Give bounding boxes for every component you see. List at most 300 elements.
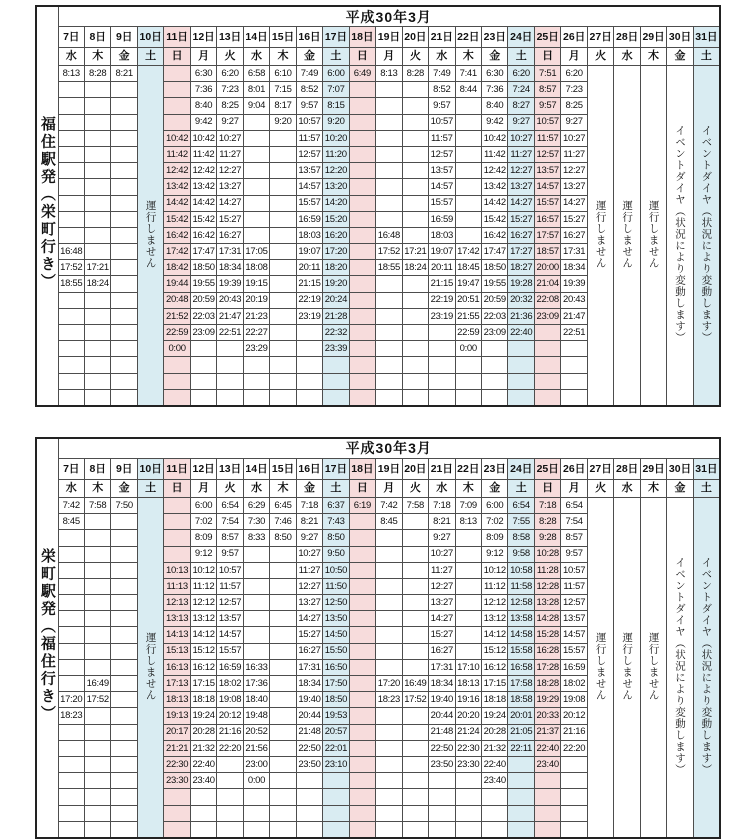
time-cell: 7:18	[429, 497, 455, 513]
weekday-header: 木	[455, 48, 481, 66]
empty-cell	[84, 130, 110, 146]
empty-cell	[58, 659, 84, 675]
time-cell: 18:24	[84, 276, 110, 292]
empty-cell	[508, 756, 534, 772]
empty-cell	[164, 497, 190, 513]
time-cell: 8:52	[296, 82, 322, 98]
time-cell: 13:58	[508, 611, 534, 627]
time-cell: 17:31	[429, 659, 455, 675]
time-cell: 12:27	[296, 578, 322, 594]
time-cell: 15:57	[561, 643, 587, 659]
empty-cell	[482, 389, 508, 406]
time-cell: 7:41	[455, 66, 481, 82]
time-cell: 16:12	[190, 659, 216, 675]
time-cell: 7:15	[270, 82, 296, 98]
empty-cell	[376, 292, 402, 308]
time-cell: 16:58	[508, 659, 534, 675]
time-cell: 21:23	[243, 308, 269, 324]
empty-cell	[243, 211, 269, 227]
note-text: イベントダイヤ（状況により変動します）	[700, 124, 713, 344]
time-cell: 19:40	[296, 692, 322, 708]
time-cell: 9:57	[296, 98, 322, 114]
time-cell: 17:27	[508, 244, 534, 260]
time-cell: 6:37	[323, 497, 349, 513]
date-header: 29日	[640, 458, 666, 479]
empty-cell	[455, 227, 481, 243]
empty-cell	[164, 821, 190, 838]
date-header: 17日	[323, 458, 349, 479]
empty-cell	[429, 389, 455, 406]
empty-cell	[243, 562, 269, 578]
empty-cell	[402, 163, 428, 179]
empty-cell	[164, 530, 190, 546]
note-cell-no_service	[640, 497, 666, 837]
time-cell: 21:55	[455, 308, 481, 324]
empty-cell	[296, 805, 322, 821]
empty-cell	[455, 114, 481, 130]
time-cell: 13:13	[164, 611, 190, 627]
empty-cell	[349, 546, 375, 562]
weekday-header: 水	[58, 479, 84, 497]
time-cell: 23:29	[243, 341, 269, 357]
time-cell: 17:05	[243, 244, 269, 260]
time-cell: 7:49	[429, 66, 455, 82]
empty-cell	[455, 146, 481, 162]
weekday-header: 日	[349, 48, 375, 66]
time-cell: 18:50	[190, 260, 216, 276]
empty-cell	[111, 146, 137, 162]
time-cell: 13:50	[323, 611, 349, 627]
empty-cell	[270, 546, 296, 562]
empty-cell	[402, 643, 428, 659]
empty-cell	[217, 789, 243, 805]
empty-cell	[349, 227, 375, 243]
time-cell: 13:27	[296, 595, 322, 611]
date-header: 26日	[561, 27, 587, 48]
empty-cell	[534, 389, 560, 406]
empty-cell	[217, 821, 243, 838]
time-cell: 21:36	[508, 308, 534, 324]
empty-cell	[534, 805, 560, 821]
empty-cell	[455, 578, 481, 594]
time-cell: 15:57	[217, 643, 243, 659]
time-cell: 14:42	[190, 195, 216, 211]
time-cell: 23:40	[190, 773, 216, 789]
time-cell: 10:28	[534, 546, 560, 562]
empty-cell	[190, 821, 216, 838]
time-cell: 8:25	[217, 98, 243, 114]
empty-cell	[429, 789, 455, 805]
empty-cell	[376, 373, 402, 389]
empty-cell	[84, 805, 110, 821]
time-cell: 22:20	[217, 740, 243, 756]
time-cell: 12:57	[561, 595, 587, 611]
empty-cell	[349, 146, 375, 162]
weekday-header: 日	[534, 479, 560, 497]
time-cell: 8:09	[190, 530, 216, 546]
empty-cell	[84, 611, 110, 627]
time-cell: 15:57	[296, 195, 322, 211]
time-cell: 17:52	[402, 692, 428, 708]
time-cell: 16:49	[402, 676, 428, 692]
weekday-header: 木	[640, 48, 666, 66]
time-cell: 12:42	[482, 163, 508, 179]
time-cell: 22:40	[482, 756, 508, 772]
time-cell: 16:27	[296, 643, 322, 659]
time-cell: 11:27	[217, 146, 243, 162]
empty-cell	[111, 562, 137, 578]
empty-cell	[243, 389, 269, 406]
time-cell: 18:23	[376, 692, 402, 708]
empty-cell	[270, 821, 296, 838]
time-cell: 6:00	[190, 497, 216, 513]
empty-cell	[111, 325, 137, 341]
empty-cell	[376, 130, 402, 146]
time-cell: 18:13	[455, 676, 481, 692]
time-cell: 22:30	[455, 740, 481, 756]
time-cell: 23:40	[482, 773, 508, 789]
time-cell: 18:02	[217, 676, 243, 692]
time-cell: 8:57	[561, 530, 587, 546]
empty-cell	[429, 373, 455, 389]
time-cell: 12:13	[164, 595, 190, 611]
time-cell: 12:57	[217, 595, 243, 611]
time-cell: 19:15	[243, 276, 269, 292]
time-cell: 19:47	[455, 276, 481, 292]
empty-cell	[561, 357, 587, 373]
empty-cell	[243, 373, 269, 389]
time-cell: 9:27	[429, 530, 455, 546]
time-cell: 18:57	[534, 244, 560, 260]
empty-cell	[58, 724, 84, 740]
empty-cell	[84, 708, 110, 724]
time-cell: 16:59	[217, 659, 243, 675]
empty-cell	[376, 611, 402, 627]
empty-cell	[58, 179, 84, 195]
timetable-sakaemachi-departures	[35, 437, 721, 839]
time-cell: 16:49	[84, 676, 110, 692]
time-cell: 16:27	[217, 227, 243, 243]
date-header: 11日	[164, 458, 190, 479]
time-cell: 6:20	[508, 66, 534, 82]
empty-cell	[376, 595, 402, 611]
empty-cell	[376, 179, 402, 195]
empty-cell	[534, 357, 560, 373]
time-cell: 8:57	[217, 530, 243, 546]
time-cell: 15:27	[561, 211, 587, 227]
time-cell: 14:27	[508, 195, 534, 211]
empty-cell	[111, 114, 137, 130]
time-cell: 0:00	[243, 773, 269, 789]
time-cell: 13:28	[534, 595, 560, 611]
time-cell: 19:24	[482, 708, 508, 724]
empty-cell	[402, 546, 428, 562]
time-cell: 18:34	[296, 676, 322, 692]
date-header: 14日	[243, 27, 269, 48]
empty-cell	[58, 373, 84, 389]
weekday-header: 月	[376, 48, 402, 66]
empty-cell	[402, 114, 428, 130]
empty-cell	[84, 773, 110, 789]
empty-cell	[270, 146, 296, 162]
weekday-header: 木	[84, 48, 110, 66]
empty-cell	[270, 578, 296, 594]
empty-cell	[402, 325, 428, 341]
empty-cell	[508, 773, 534, 789]
empty-cell	[243, 130, 269, 146]
empty-cell	[58, 163, 84, 179]
date-header: 28日	[614, 27, 640, 48]
empty-cell	[270, 562, 296, 578]
empty-cell	[429, 325, 455, 341]
time-cell: 8:13	[58, 66, 84, 82]
date-header: 25日	[534, 27, 560, 48]
time-cell: 10:27	[429, 546, 455, 562]
time-cell: 8:27	[508, 98, 534, 114]
time-cell: 11:57	[217, 578, 243, 594]
time-cell: 6:20	[561, 66, 587, 82]
time-cell: 11:50	[323, 578, 349, 594]
time-cell: 20:33	[534, 708, 560, 724]
station-label-text: 福住駅発（栄町行き）	[38, 116, 56, 292]
time-cell: 16:12	[482, 659, 508, 675]
month-title: 平成30年3月	[58, 6, 720, 27]
weekday-header: 火	[587, 48, 613, 66]
time-cell: 8:15	[323, 98, 349, 114]
time-cell: 17:21	[84, 260, 110, 276]
note-cell-no_service	[587, 497, 613, 837]
date-header: 11日	[164, 27, 190, 48]
empty-cell	[376, 789, 402, 805]
empty-cell	[349, 130, 375, 146]
empty-cell	[111, 773, 137, 789]
note-text: 運行しません	[144, 631, 157, 701]
time-cell: 19:28	[508, 276, 534, 292]
time-cell: 14:13	[164, 627, 190, 643]
time-cell: 17:36	[243, 676, 269, 692]
time-cell: 20:17	[164, 724, 190, 740]
weekday-header: 土	[508, 479, 534, 497]
empty-cell	[349, 773, 375, 789]
empty-cell	[84, 98, 110, 114]
date-header: 8日	[84, 27, 110, 48]
empty-cell	[349, 163, 375, 179]
time-cell: 15:50	[323, 643, 349, 659]
time-cell: 10:42	[164, 130, 190, 146]
empty-cell	[349, 578, 375, 594]
time-cell: 13:42	[190, 179, 216, 195]
weekday-header: 木	[640, 479, 666, 497]
time-cell: 6:49	[349, 66, 375, 82]
date-header: 16日	[296, 27, 322, 48]
time-cell: 22:51	[561, 325, 587, 341]
time-cell: 19:29	[534, 692, 560, 708]
time-cell: 11:27	[296, 562, 322, 578]
time-cell: 7:49	[296, 66, 322, 82]
empty-cell	[111, 195, 137, 211]
time-cell: 7:54	[561, 514, 587, 530]
time-cell: 8:40	[190, 98, 216, 114]
empty-cell	[349, 789, 375, 805]
empty-cell	[376, 114, 402, 130]
time-cell: 10:13	[164, 562, 190, 578]
empty-cell	[455, 789, 481, 805]
empty-cell	[164, 373, 190, 389]
time-cell: 18:24	[402, 260, 428, 276]
empty-cell	[376, 740, 402, 756]
time-cell: 12:27	[217, 163, 243, 179]
empty-cell	[508, 821, 534, 838]
empty-cell	[349, 195, 375, 211]
time-cell: 11:57	[534, 130, 560, 146]
empty-cell	[190, 389, 216, 406]
date-header: 17日	[323, 27, 349, 48]
time-cell: 21:28	[323, 308, 349, 324]
time-cell: 8:57	[534, 82, 560, 98]
time-cell: 16:50	[323, 659, 349, 675]
empty-cell	[111, 789, 137, 805]
date-header: 18日	[349, 458, 375, 479]
empty-cell	[376, 708, 402, 724]
time-cell: 18:34	[429, 676, 455, 692]
time-cell: 21:15	[296, 276, 322, 292]
time-cell: 15:12	[190, 643, 216, 659]
time-cell: 20:43	[561, 292, 587, 308]
empty-cell	[190, 373, 216, 389]
time-cell: 12:42	[190, 163, 216, 179]
date-header: 22日	[455, 27, 481, 48]
time-cell: 15:27	[508, 211, 534, 227]
time-cell: 13:57	[429, 163, 455, 179]
empty-cell	[270, 643, 296, 659]
empty-cell	[84, 821, 110, 838]
time-cell: 19:08	[217, 692, 243, 708]
empty-cell	[402, 227, 428, 243]
empty-cell	[323, 821, 349, 838]
time-cell: 7:30	[243, 514, 269, 530]
date-header: 28日	[614, 458, 640, 479]
note-text: 運行しません	[647, 199, 660, 269]
empty-cell	[58, 756, 84, 772]
time-cell: 8:13	[455, 514, 481, 530]
empty-cell	[58, 546, 84, 562]
weekday-header: 日	[164, 479, 190, 497]
time-cell: 21:15	[429, 276, 455, 292]
time-cell: 18:02	[561, 676, 587, 692]
time-cell: 17:21	[402, 244, 428, 260]
time-cell: 0:00	[455, 341, 481, 357]
time-cell: 9:42	[190, 114, 216, 130]
time-cell: 6:30	[190, 66, 216, 82]
empty-cell	[561, 821, 587, 838]
empty-cell	[58, 211, 84, 227]
time-cell: 12:57	[296, 146, 322, 162]
timetable-row	[36, 497, 720, 513]
empty-cell	[296, 341, 322, 357]
time-cell: 11:13	[164, 578, 190, 594]
empty-cell	[349, 357, 375, 373]
time-cell: 15:42	[164, 211, 190, 227]
date-header: 12日	[190, 27, 216, 48]
empty-cell	[58, 740, 84, 756]
empty-cell	[402, 805, 428, 821]
empty-cell	[111, 308, 137, 324]
empty-cell	[323, 357, 349, 373]
time-cell: 20:52	[243, 724, 269, 740]
empty-cell	[376, 195, 402, 211]
time-cell: 22:59	[455, 325, 481, 341]
empty-cell	[84, 146, 110, 162]
date-header: 9日	[111, 458, 137, 479]
empty-cell	[164, 66, 190, 82]
time-cell: 20:12	[561, 708, 587, 724]
empty-cell	[243, 163, 269, 179]
date-header: 8日	[84, 458, 110, 479]
time-cell: 21:16	[561, 724, 587, 740]
time-cell: 13:57	[534, 163, 560, 179]
time-cell: 15:57	[429, 195, 455, 211]
empty-cell	[243, 146, 269, 162]
empty-cell	[58, 773, 84, 789]
note-cell-event	[693, 497, 720, 837]
time-cell: 11:42	[482, 146, 508, 162]
empty-cell	[111, 227, 137, 243]
empty-cell	[111, 724, 137, 740]
date-header: 7日	[58, 458, 84, 479]
empty-cell	[58, 114, 84, 130]
date-header: 31日	[693, 27, 720, 48]
empty-cell	[111, 357, 137, 373]
empty-cell	[243, 805, 269, 821]
empty-cell	[482, 373, 508, 389]
empty-cell	[376, 98, 402, 114]
time-cell: 14:27	[429, 611, 455, 627]
time-cell: 22:59	[164, 325, 190, 341]
empty-cell	[111, 341, 137, 357]
empty-cell	[402, 659, 428, 675]
weekday-header: 水	[614, 479, 640, 497]
empty-cell	[402, 146, 428, 162]
time-cell: 21:32	[482, 740, 508, 756]
empty-cell	[296, 821, 322, 838]
time-cell: 20:28	[190, 724, 216, 740]
time-cell: 14:42	[482, 195, 508, 211]
empty-cell	[561, 773, 587, 789]
empty-cell	[402, 578, 428, 594]
empty-cell	[349, 514, 375, 530]
time-cell: 19:07	[429, 244, 455, 260]
empty-cell	[111, 211, 137, 227]
time-cell: 6:54	[508, 497, 534, 513]
date-header: 16日	[296, 458, 322, 479]
empty-cell	[561, 805, 587, 821]
empty-cell	[243, 195, 269, 211]
empty-cell	[243, 578, 269, 594]
time-cell: 10:57	[534, 114, 560, 130]
empty-cell	[402, 130, 428, 146]
time-cell: 9:27	[296, 530, 322, 546]
time-cell: 16:59	[296, 211, 322, 227]
empty-cell	[164, 805, 190, 821]
weekday-header: 日	[534, 48, 560, 66]
time-cell: 14:27	[217, 195, 243, 211]
time-cell: 9:27	[561, 114, 587, 130]
time-cell: 12:20	[323, 163, 349, 179]
time-cell: 8:17	[270, 98, 296, 114]
empty-cell	[349, 244, 375, 260]
time-cell: 16:27	[429, 643, 455, 659]
empty-cell	[349, 724, 375, 740]
